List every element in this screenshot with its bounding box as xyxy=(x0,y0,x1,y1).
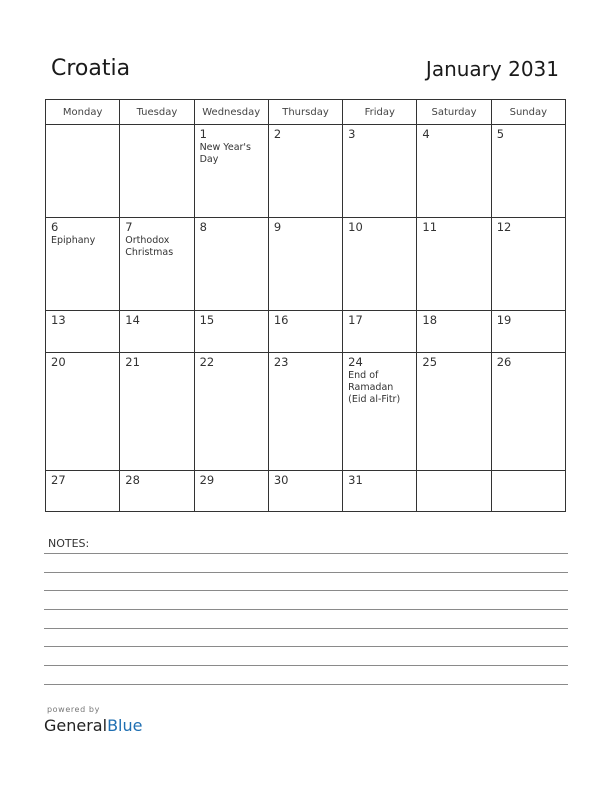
holiday-label: End of Ramadan (Eid al-Fitr) xyxy=(348,369,401,405)
day-number: 22 xyxy=(199,354,215,369)
day-cell xyxy=(343,218,417,311)
weekday-tuesday: Tuesday xyxy=(120,100,194,125)
day-cell xyxy=(120,470,194,511)
notes-label: NOTES: xyxy=(48,537,90,550)
day-number: 9 xyxy=(273,220,282,235)
day-cell xyxy=(120,218,194,311)
day-cell xyxy=(417,218,491,311)
day-number: 5 xyxy=(496,127,505,141)
day-cell xyxy=(343,352,417,470)
calendar-grid xyxy=(45,99,566,512)
day-cell xyxy=(417,352,491,470)
day-cell xyxy=(417,470,491,511)
day-cell xyxy=(491,352,565,470)
note-line xyxy=(44,665,568,666)
day-cell xyxy=(194,218,268,311)
month-year-title: January 2031 xyxy=(425,57,559,81)
note-line xyxy=(44,628,568,629)
week-row xyxy=(46,470,566,511)
day-cell xyxy=(194,125,268,218)
day-number: 14 xyxy=(125,313,140,328)
day-cell xyxy=(268,470,342,511)
day-number: 19 xyxy=(496,313,512,328)
day-number: 13 xyxy=(51,313,66,328)
country-title: Croatia xyxy=(51,56,131,81)
day-number: 27 xyxy=(51,472,66,487)
day-number: 12 xyxy=(496,220,512,235)
week-row xyxy=(46,352,566,470)
powered-by-text: powered by xyxy=(47,705,100,714)
day-number: 20 xyxy=(51,354,66,369)
day-cell xyxy=(46,470,120,511)
day-cell xyxy=(417,125,491,218)
day-number: 7 xyxy=(125,220,133,235)
weekday-thursday: Thursday xyxy=(268,100,342,125)
day-cell xyxy=(46,125,120,218)
day-number: 17 xyxy=(348,313,363,328)
weekday-sunday: Sunday xyxy=(491,100,565,125)
day-number: 3 xyxy=(348,127,356,141)
day-number: 4 xyxy=(422,127,430,141)
day-cell xyxy=(194,470,268,511)
day-cell xyxy=(120,311,194,352)
day-number: 8 xyxy=(199,220,207,235)
day-cell xyxy=(343,470,417,511)
day-number: 29 xyxy=(199,472,215,487)
day-cell xyxy=(46,311,120,352)
day-number: 6 xyxy=(51,220,59,235)
weekday-wednesday: Wednesday xyxy=(194,100,268,125)
holiday-label: Epiphany xyxy=(51,235,96,247)
day-number: 28 xyxy=(125,472,140,487)
day-cell xyxy=(491,311,565,352)
day-cell xyxy=(46,218,120,311)
day-number: 16 xyxy=(273,313,289,328)
note-line xyxy=(44,646,568,647)
day-number: 25 xyxy=(422,354,438,369)
holiday-label: Orthodox Christmas xyxy=(125,235,174,259)
day-number: 11 xyxy=(422,220,438,235)
day-number: 2 xyxy=(273,127,282,141)
day-cell xyxy=(491,218,565,311)
note-line xyxy=(44,572,568,573)
week-row xyxy=(46,125,566,218)
day-number: 23 xyxy=(273,354,289,369)
brand-blue: Blue xyxy=(107,716,143,735)
day-number: 30 xyxy=(273,472,289,487)
day-number: 10 xyxy=(348,220,363,235)
day-cell xyxy=(268,311,342,352)
note-line xyxy=(44,553,568,554)
day-number: 1 xyxy=(199,127,207,141)
day-number: 21 xyxy=(125,354,140,369)
day-cell xyxy=(491,470,565,511)
day-cell xyxy=(417,311,491,352)
day-cell xyxy=(46,352,120,470)
day-number: 31 xyxy=(348,472,363,487)
note-line xyxy=(44,609,568,610)
week-row xyxy=(46,218,566,311)
weekday-monday: Monday xyxy=(46,100,120,125)
day-cell xyxy=(120,125,194,218)
week-row xyxy=(46,311,566,352)
note-line xyxy=(44,590,568,591)
day-number: 26 xyxy=(496,354,512,369)
day-number: 24 xyxy=(348,354,363,369)
brand-general: General xyxy=(44,716,108,735)
day-cell xyxy=(268,352,342,470)
weekday-friday: Friday xyxy=(343,100,417,125)
day-cell xyxy=(491,125,565,218)
weekday-header-row xyxy=(46,100,566,125)
day-number: 18 xyxy=(422,313,438,328)
day-cell xyxy=(120,352,194,470)
weekday-saturday: Saturday xyxy=(417,100,491,125)
day-number: 15 xyxy=(199,313,215,328)
day-cell xyxy=(343,311,417,352)
day-cell xyxy=(343,125,417,218)
day-cell xyxy=(194,352,268,470)
day-cell xyxy=(194,311,268,352)
brand-logo xyxy=(44,716,142,735)
note-line xyxy=(44,684,568,685)
day-cell xyxy=(268,218,342,311)
holiday-label: New Year's Day xyxy=(199,142,251,165)
day-cell xyxy=(268,125,342,218)
